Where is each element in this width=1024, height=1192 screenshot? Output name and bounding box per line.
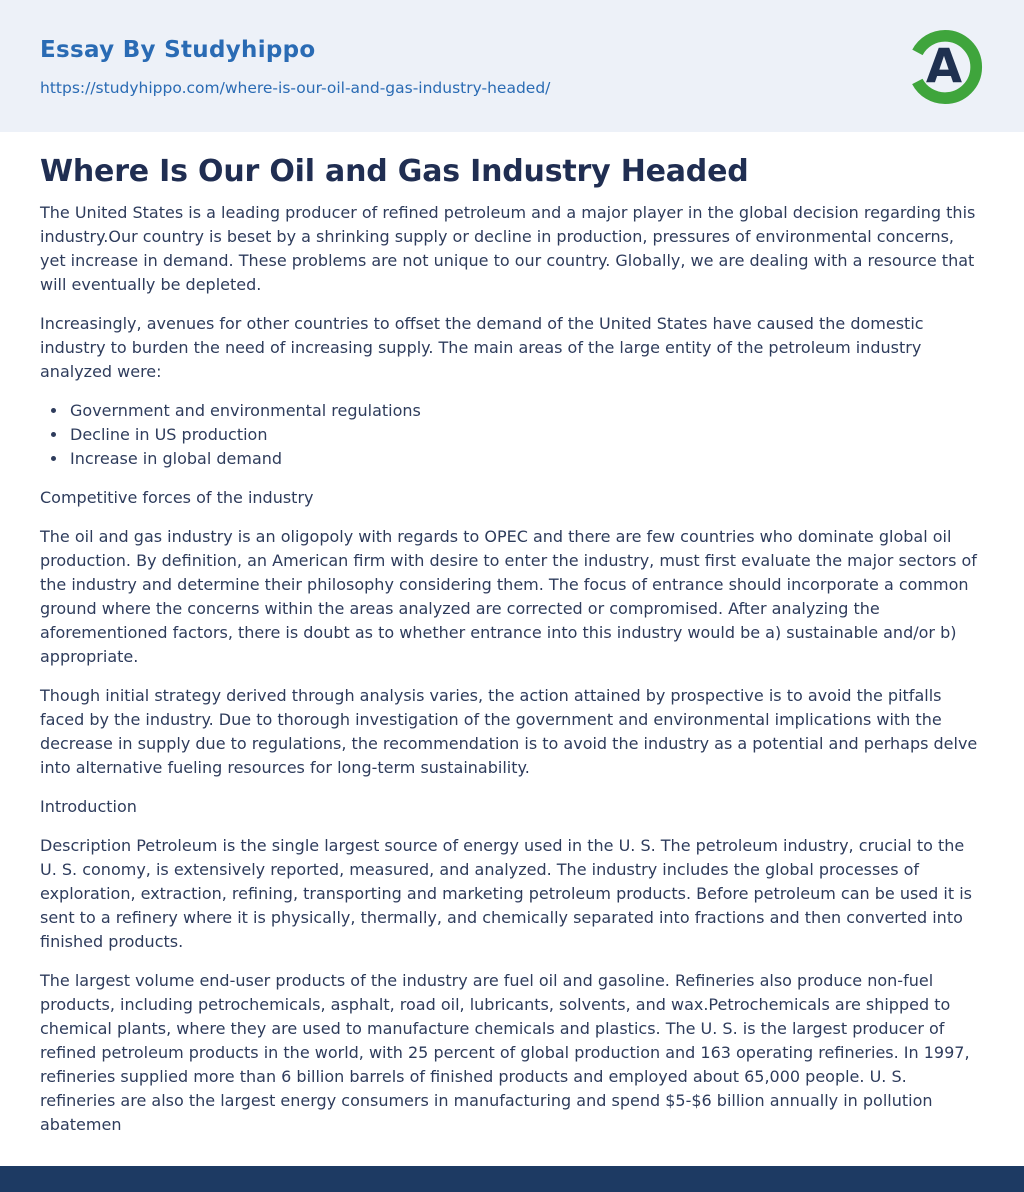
logo-letter: A [925,40,963,95]
section-heading-introduction: Introduction [40,797,137,816]
paragraph-2: Increasingly, avenues for other countries to offset the demand of the United States have caused the domestic industry to burden the need of increasing supply. The main areas of the large entity of the petroleum industry analyzed were: [40,314,924,381]
paragraph-1: The United States is a leading producer of refined petroleum and a major player in the global decision regarding this industry.Our country is beset by a shrinking supply or decline in production, pressures of environmental concerns, yet increase in demand. These problems are not unique to our country. Globally, we are dealing with a resource that will eventually be depleted. [40,203,976,294]
analysis-bullet-list [40,399,984,471]
studyhippo-logo-icon [906,28,984,106]
source-url-link[interactable]: https://studyhippo.com/where-is-our-oil-and-gas-industry-headed/ [40,79,551,97]
list-item-production: • Decline in US production [68,423,984,447]
logo-ring-icon [906,28,984,106]
page-header [0,0,1024,132]
paragraph-5: Description Petroleum is the single largest source of energy used in the U. S. The petroleum industry, crucial to the U. S. conomy, is extensively reported, measured, and analyzed. The industry includes the global processes of exploration, extraction, refining, transporting and marketing petroleum products. Before petroleum can be used it is sent to a refinery where it is physically, thermally, and chemically separated into fractions and then converted into finished products. [40,836,972,951]
paragraph-3: The oil and gas industry is an oligopoly with regards to OPEC and there are few countries who dominate global oil production. By definition, an American firm with desire to enter the industry, must first evaluate the major sectors of the industry and determine their philosophy considering them. The focus of entrance should incorporate a common ground where the concerns within the areas analyzed are corrected or compromised. After analyzing the aforementioned factors, there is doubt as to whether entrance into this industry would be a) sustainable and/or b) appropriate. [40,527,977,666]
footer-bar [0,1166,1024,1192]
brand-title: Essay By Studyhippo [40,37,316,63]
list-item-regulations: • Government and environmental regulations [68,399,984,423]
section-heading-competitive-forces: Competitive forces of the industry [40,488,314,507]
list-item-demand: • Increase in global demand [68,447,984,471]
article-title: Where Is Our Oil and Gas Industry Headed [40,154,749,189]
paragraph-4: Though initial strategy derived through analysis varies, the action attained by prospective is to avoid the pitfalls faced by the industry. Due to thorough investigation of the government and environmental implications with the decrease in supply due to regulations, the recommendation is to avoid the industry as a potential and perhaps delve into alternative fueling resources for long-term sustainability. [40,686,978,777]
header-text-block [40,37,550,97]
paragraph-6: The largest volume end-user products of the industry are fuel oil and gasoline. Refineries also produce non-fuel products, including petrochemicals, asphalt, road oil, lubricants, solvents, and wax.Petrochemicals are shipped to chemical plants, where they are used to manufacture chemicals and plastics. The U. S. is the largest producer of refined petroleum products in the world, with 25 percent of global production and 163 operating refineries. In 1997, refineries supplied more than 6 billion barrels of finished products and employed about 65,000 people. U. S. refineries are also the largest energy consumers in manufacturing and spend $5-$6 billion annually in pollution abatemen [40,971,970,1134]
article-content [0,132,1024,1166]
